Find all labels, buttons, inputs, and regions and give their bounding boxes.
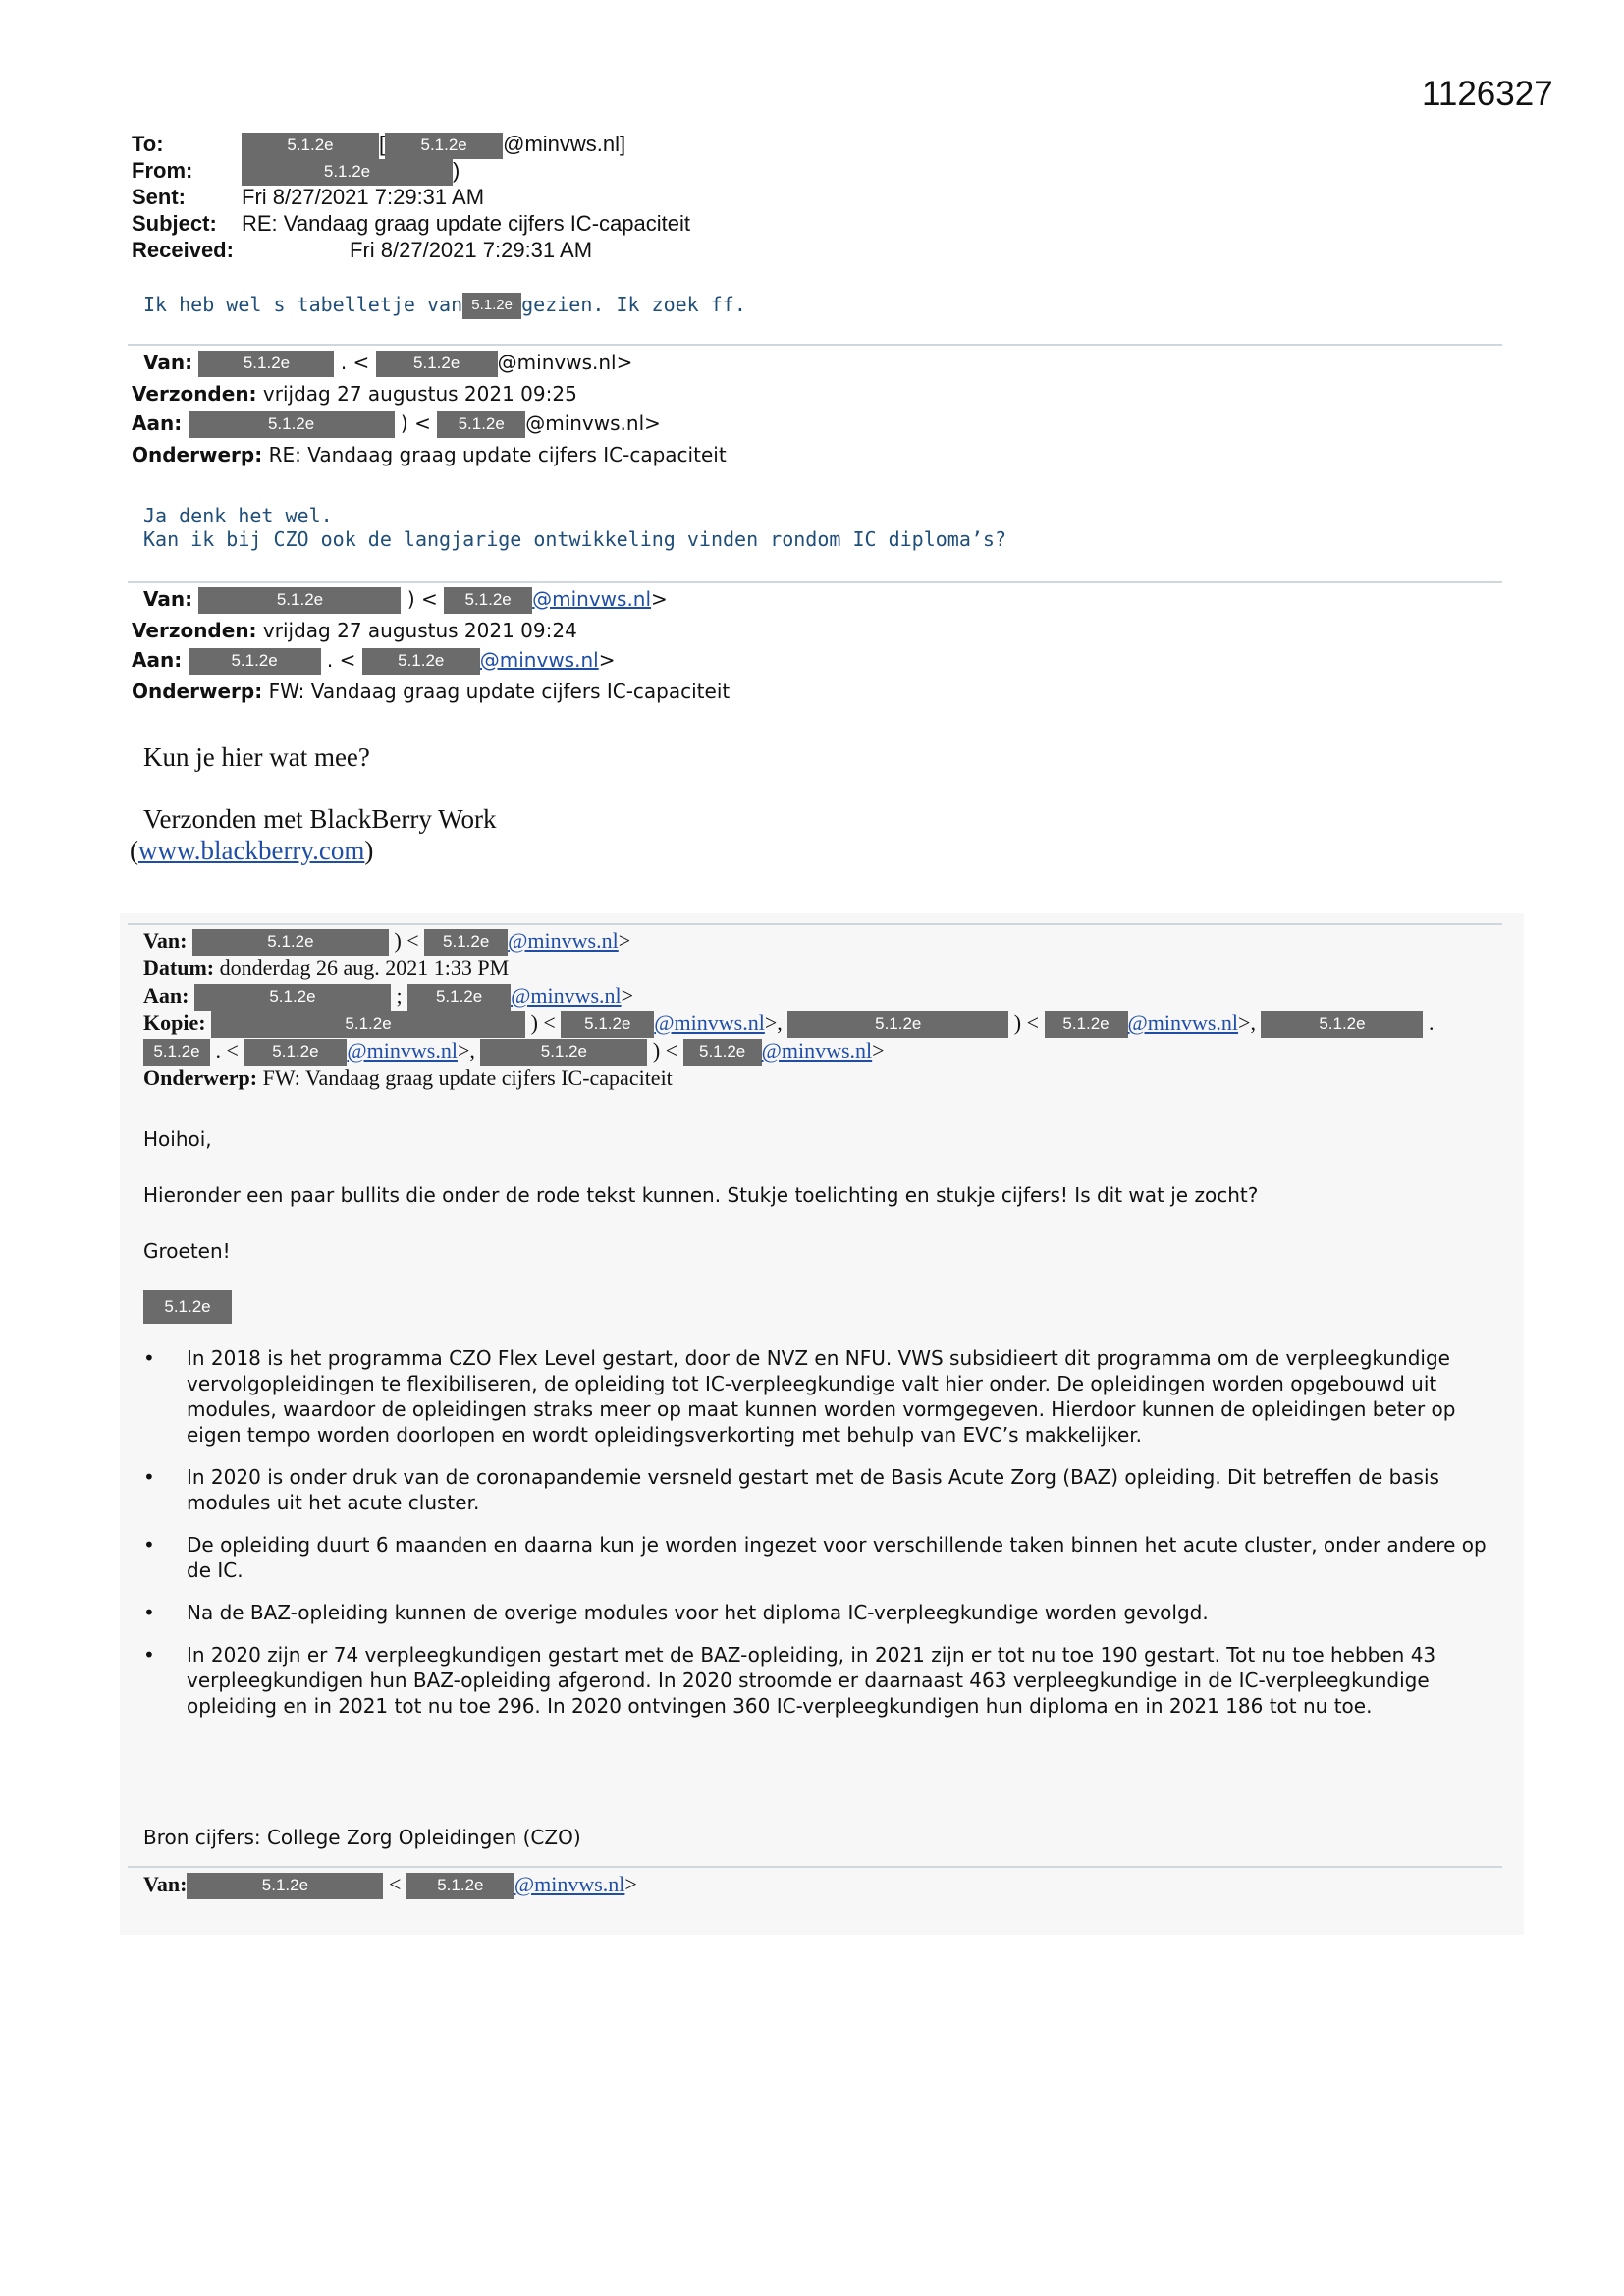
van-email-link[interactable]: @minvws.nl <box>514 1872 625 1896</box>
redaction-block: 5.1.2e <box>189 411 395 438</box>
separator <box>128 923 1502 925</box>
redaction-block: 5.1.2e <box>1261 1011 1423 1038</box>
redaction-block: 5.1.2e <box>406 1873 514 1899</box>
datum-value: donderdag 26 aug. 2021 1:33 PM <box>219 956 510 980</box>
kopie-email-link[interactable]: @minvws.nl <box>761 1038 873 1063</box>
header-sent <box>132 184 484 210</box>
redaction-block: 5.1.2e <box>462 293 521 319</box>
message-1 <box>143 291 746 319</box>
redaction-block: 5.1.2e <box>242 159 453 186</box>
header-5-van: Van: 5.1.2e < 5.1.2e @minvws.nl> <box>143 1871 637 1899</box>
redaction-block: 5.1.2e <box>198 351 334 377</box>
message-3-sent-with: Verzonden met BlackBerry Work <box>143 804 497 834</box>
van-label: Van: <box>143 351 193 374</box>
list-item: • Na de BAZ-opleiding kunnen de overige modules voor het diploma IC-verpleegkundige worden gevolgd. <box>139 1600 1494 1625</box>
aan-email: @minvws.nl> <box>525 411 661 435</box>
header-4-datum <box>143 955 509 982</box>
redaction-block: 5.1.2e <box>143 1290 232 1324</box>
redaction-block: 5.1.2e <box>787 1011 1008 1038</box>
datum-label: Datum: <box>143 956 215 980</box>
list-item: • In 2020 zijn er 74 verpleegkundigen gestart met de BAZ-opleiding, in 2021 zijn er tot nu toe 190 gestart. Tot nu toe hebben 43 verpleegkundigen hun BAZ-opleiding afgerond. In 2020 stroomde er daarnaast 463 verpleegkundige in de IC-verpleegkundige opleiding en in 2021 tot nu toe 296. In 2020 ontvingen 360 IC-verpleegkundigen hun diploma en in 2021 186 tot nu toe. <box>139 1642 1494 1719</box>
aan-label: Aan: <box>132 648 183 672</box>
header-2-van: Van: 5.1.2e . < 5.1.2e @minvws.nl> <box>143 349 632 377</box>
header-subject <box>132 210 690 237</box>
bullet-list <box>139 1345 1494 1735</box>
header-3-onderwerp <box>132 678 730 705</box>
onderwerp-value: RE: Vandaag graag update cijfers IC-capaciteit <box>268 443 727 466</box>
header-4-kopie-1: Kopie: 5.1.2e ) < 5.1.2e @minvws.nl>, 5.1.2e ) < 5.1.2e @minvws.nl>, 5.1.2e . <box>143 1010 1434 1038</box>
header-2-aan: Aan: 5.1.2e ) < 5.1.2e @minvws.nl> <box>132 410 661 438</box>
redaction-block: 5.1.2e <box>194 984 391 1011</box>
aan-email-link[interactable]: @minvws.nl <box>511 983 622 1008</box>
subject-value: RE: Vandaag graag update cijfers IC-capaciteit <box>242 211 690 236</box>
header-4-kopie-2: 5.1.2e . < 5.1.2e @minvws.nl>, 5.1.2e ) < 5.1.2e @minvws.nl> <box>143 1037 885 1066</box>
kopie-label: Kopie: <box>143 1011 206 1035</box>
redaction-block: 5.1.2e <box>242 133 379 159</box>
received-value: Fri 8/27/2021 7:29:31 AM <box>350 238 593 262</box>
header-4-aan: Aan: 5.1.2e ; 5.1.2e @minvws.nl> <box>143 982 633 1011</box>
subject-label: Subject: <box>132 211 217 236</box>
verzonden-label: Verzonden: <box>132 382 257 406</box>
van-email-link[interactable]: @minvws.nl <box>508 928 619 953</box>
sent-value: Fri 8/27/2021 7:29:31 AM <box>242 185 485 209</box>
redaction-block: 5.1.2e <box>437 411 525 438</box>
message-1-start: Ik heb wel s tabelletje van <box>143 293 463 316</box>
verzonden-value: vrijdag 27 augustus 2021 09:25 <box>262 382 577 406</box>
onderwerp-label: Onderwerp: <box>132 443 263 466</box>
redaction-block: 5.1.2e <box>187 1873 383 1899</box>
list-item: • De opleiding duurt 6 maanden en daarna kun je worden ingezet voor verschillende taken binnen het acute cluster, onder andere op de IC. <box>139 1532 1494 1583</box>
separator <box>128 581 1502 583</box>
message-4-greeting: Hoihoi, <box>143 1127 212 1151</box>
aan-email-link[interactable]: @minvws.nl <box>479 648 599 672</box>
redaction-block: 5.1.2e <box>683 1039 762 1066</box>
redaction-block: 5.1.2e <box>192 929 389 956</box>
redaction-block: 5.1.2e <box>1045 1011 1128 1038</box>
onderwerp-label: Onderwerp: <box>143 1066 258 1090</box>
blackberry-link[interactable]: www.blackberry.com <box>138 836 365 865</box>
redaction-block: 5.1.2e <box>561 1011 654 1038</box>
message-3-question: Kun je hier wat mee? <box>143 742 370 772</box>
redaction-block: 5.1.2e <box>244 1039 347 1066</box>
header-4-van: Van: 5.1.2e ) < 5.1.2e @minvws.nl> <box>143 927 630 956</box>
to-label: To: <box>132 132 164 156</box>
redaction-block: 5.1.2e <box>362 648 480 675</box>
message-3-url-line: (www.blackberry.com) <box>130 836 374 865</box>
list-item: • In 2020 is onder druk van de coronapandemie versneld gestart met de Basis Acute Zorg (BAZ) opleiding. Dit betreffen de basis modules uit het acute cluster. <box>139 1464 1494 1515</box>
message-4-closing: Groeten! <box>143 1239 231 1263</box>
kopie-email-link[interactable]: @minvws.nl <box>654 1011 765 1035</box>
redaction-block: 5.1.2e <box>376 351 498 377</box>
van-label: Van: <box>143 1872 188 1896</box>
verzonden-label: Verzonden: <box>132 619 257 642</box>
message-2-line-1: Ja denk het wel. <box>143 504 333 527</box>
message-2-line-2: Kan ik bij CZO ook de langjarige ontwikkeling vinden rondom IC diploma’s? <box>143 527 1006 551</box>
redaction-block: 5.1.2e <box>424 929 508 956</box>
message-1-end: gezien. Ik zoek ff. <box>521 293 746 316</box>
header-from: From: 5.1.2e ) <box>132 157 460 186</box>
onderwerp-value: FW: Vandaag graag update cijfers IC-capaciteit <box>262 1066 673 1090</box>
redaction-block: 5.1.2e <box>211 1011 525 1038</box>
to-domain: @minvws.nl] <box>503 132 626 156</box>
aan-label: Aan: <box>132 411 183 435</box>
message-4-intro: Hieronder een paar bullits die onder de rode tekst kunnen. Stukje toelichting en stukje cijfers! Is dit wat je zocht? <box>143 1183 1259 1207</box>
header-3-verzonden <box>132 617 577 644</box>
sent-label: Sent: <box>132 185 186 209</box>
header-2-onderwerp <box>132 441 727 468</box>
redaction-block: 5.1.2e <box>444 587 532 614</box>
redaction-block: 5.1.2e <box>189 648 321 675</box>
signature-redaction <box>143 1290 232 1324</box>
header-4-onderwerp <box>143 1065 673 1092</box>
van-label: Van: <box>143 928 188 953</box>
kopie-email-link[interactable]: @minvws.nl <box>1127 1011 1239 1035</box>
van-email-link[interactable]: @minvws.nl <box>532 587 652 611</box>
kopie-email-link[interactable]: @minvws.nl <box>347 1038 458 1063</box>
redaction-block: 5.1.2e <box>143 1039 210 1066</box>
aan-label: Aan: <box>143 983 189 1008</box>
redaction-block: 5.1.2e <box>407 984 511 1011</box>
redaction-block: 5.1.2e <box>480 1039 647 1066</box>
header-3-aan: Aan: 5.1.2e . < 5.1.2e @minvws.nl> <box>132 646 615 675</box>
header-received <box>132 237 592 263</box>
van-email: @minvws.nl> <box>497 351 633 374</box>
onderwerp-value: FW: Vandaag graag update cijfers IC-capaciteit <box>268 680 731 703</box>
van-label: Van: <box>143 587 193 611</box>
separator <box>128 344 1502 346</box>
header-3-van: Van: 5.1.2e ) < 5.1.2e @minvws.nl> <box>143 585 668 614</box>
onderwerp-label: Onderwerp: <box>132 680 263 703</box>
received-label: Received: <box>132 238 234 262</box>
separator <box>128 1866 1502 1868</box>
redaction-block: 5.1.2e <box>385 133 503 159</box>
verzonden-value: vrijdag 27 augustus 2021 09:24 <box>262 619 577 642</box>
from-label: From: <box>132 158 193 183</box>
document-id: 1126327 <box>1422 75 1553 113</box>
source-note: Bron cijfers: College Zorg Opleidingen (CZO) <box>143 1826 581 1849</box>
header-2-verzonden <box>132 380 577 408</box>
redaction-block: 5.1.2e <box>198 587 401 614</box>
header-to: To: 5.1.2e [ 5.1.2e @minvws.nl] <box>132 131 625 159</box>
list-item: • In 2018 is het programma CZO Flex Level gestart, door de NVZ en NFU. VWS subsidieert dit programma om de verpleegkundige vervolgopleidingen te flexibiliseren, de opleiding tot IC-verpleegkundige valt hier onder. De opleidingen worden opgebouwd uit modules, waardoor de opleidingen straks meer op maat kunnen worden vormgegeven. Hierdoor kunnen de opleidingen beter op eigen tempo worden doorlopen en wordt opleidingsverkorting met behulp van EVC’s makkelijker. <box>139 1345 1494 1448</box>
